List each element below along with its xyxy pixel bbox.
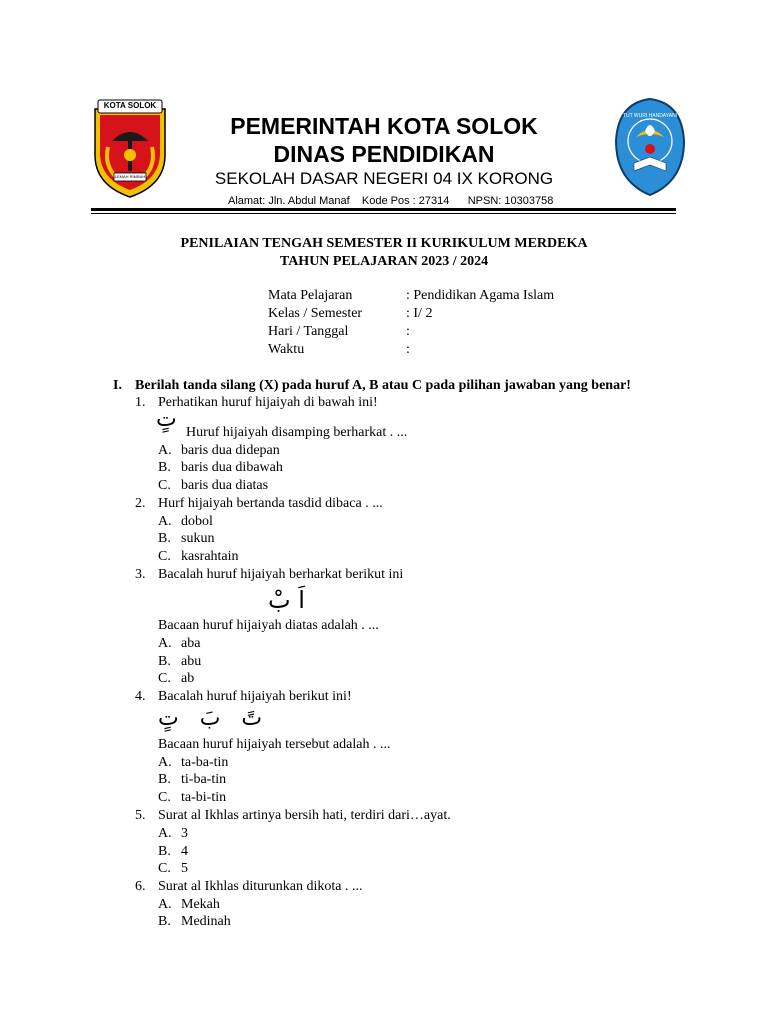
question-3-arabic: اَ بْ [268,586,305,614]
option-letter: C. [158,478,171,493]
option-letter: C. [158,790,171,805]
option-letter: A. [158,755,172,770]
info-label-class: Kelas / Semester [268,306,363,321]
option-text: baris dua didepan [181,443,280,458]
option-text: ti-ba-tin [181,772,227,787]
info-value-time: : [406,342,410,357]
question-3-number: 3. [135,567,146,582]
exam-title: PENILAIAN TENGAH SEMESTER II KURIKULUM MERDEKA [180,236,588,251]
option-letter: A. [158,897,172,912]
header-school-name: SEKOLAH DASAR NEGERI 04 IX KORONG [214,169,554,188]
option-letter: C. [158,671,171,686]
option-text: 5 [181,861,188,876]
option-text: baris dua dibawah [181,460,283,475]
question-1-arabic: تٍ [156,407,177,432]
option-letter: B. [158,654,171,669]
header-divider-thick [91,208,676,211]
question-4-prompt: Bacaan huruf hijaiyah tersebut adalah . ... [158,737,391,752]
question-2-text: Hurf hijaiyah bertanda tasdid dibaca . ... [158,496,383,511]
info-value-class: : I/ 2 [406,306,433,321]
option-letter: B. [158,460,171,475]
question-6-text: Surat al Ikhlas diturunkan dikota . ... [158,879,363,894]
info-value-subject: : Pendidikan Agama Islam [406,288,555,303]
option-text: ta-ba-tin [181,755,229,770]
option-text: 4 [181,844,188,859]
question-3-text: Bacalah huruf hijaiyah berharkat berikut ini [158,567,404,582]
logo-right-motto: TUT WURI HANDAYANI [622,113,678,119]
header-government-name: PEMERINTAH KOTA SOLOK [230,113,538,139]
option-letter: B. [158,914,171,929]
question-1-text: Perhatikan huruf hijaiyah di bawah ini! [158,395,378,410]
option-text: Mekah [181,897,220,912]
info-label-time: Waktu [268,342,305,357]
question-6-number: 6. [135,879,146,894]
option-letter: A. [158,636,172,651]
option-text: 3 [181,826,188,841]
section-instruction: Berilah tanda silang (X) pada huruf A, B atau C pada pilihan jawaban yang benar! [135,378,631,393]
option-text: aba [181,636,201,651]
logo-left-title: KOTA SOLOK [103,101,157,110]
option-text: sukun [181,531,215,546]
header-divider-thin [91,213,676,214]
info-label-subject: Mata Pelajaran [268,288,353,303]
option-letter: C. [158,549,171,564]
section-number: I. [113,378,122,393]
option-letter: B. [158,844,171,859]
question-4-text: Bacalah huruf hijaiyah berikut ini! [158,689,352,704]
option-text: dobol [181,514,213,529]
question-4-number: 4. [135,689,146,704]
header-department-name: DINAS PENDIDIKAN [273,141,495,167]
option-text: ta-bi-tin [181,790,227,805]
option-letter: A. [158,514,172,529]
option-text: Medinah [181,914,231,929]
question-4-arabic: تً بَ تٍ [158,706,263,731]
option-text: ab [181,671,195,686]
question-1-prompt: Huruf hijaiyah disamping berharkat . ... [186,425,408,440]
header-address: Alamat: Jln. Abdul Manaf Kode Pos : 27314 NPSN: 10303758 [228,195,554,207]
logo-left-banner: LEMAH RIMBAH [114,174,146,179]
option-letter: C. [158,861,171,876]
question-5-text: Surat al Ikhlas artinya bersih hati, terdiri dari…ayat. [158,808,451,823]
question-1-number: 1. [135,395,146,410]
option-letter: B. [158,772,171,787]
option-text: kasrahtain [181,549,239,564]
option-letter: A. [158,826,172,841]
info-value-date: : [406,324,410,339]
exam-year: TAHUN PELAJARAN 2023 / 2024 [279,254,489,269]
question-2-number: 2. [135,496,146,511]
option-text: abu [181,654,202,669]
question-3-prompt: Bacaan huruf hijaiyah diatas adalah . ... [158,618,379,633]
option-text: baris dua diatas [181,478,269,493]
info-label-date: Hari / Tanggal [268,324,349,339]
option-letter: A. [158,443,172,458]
option-letter: B. [158,531,171,546]
question-5-number: 5. [135,808,146,823]
